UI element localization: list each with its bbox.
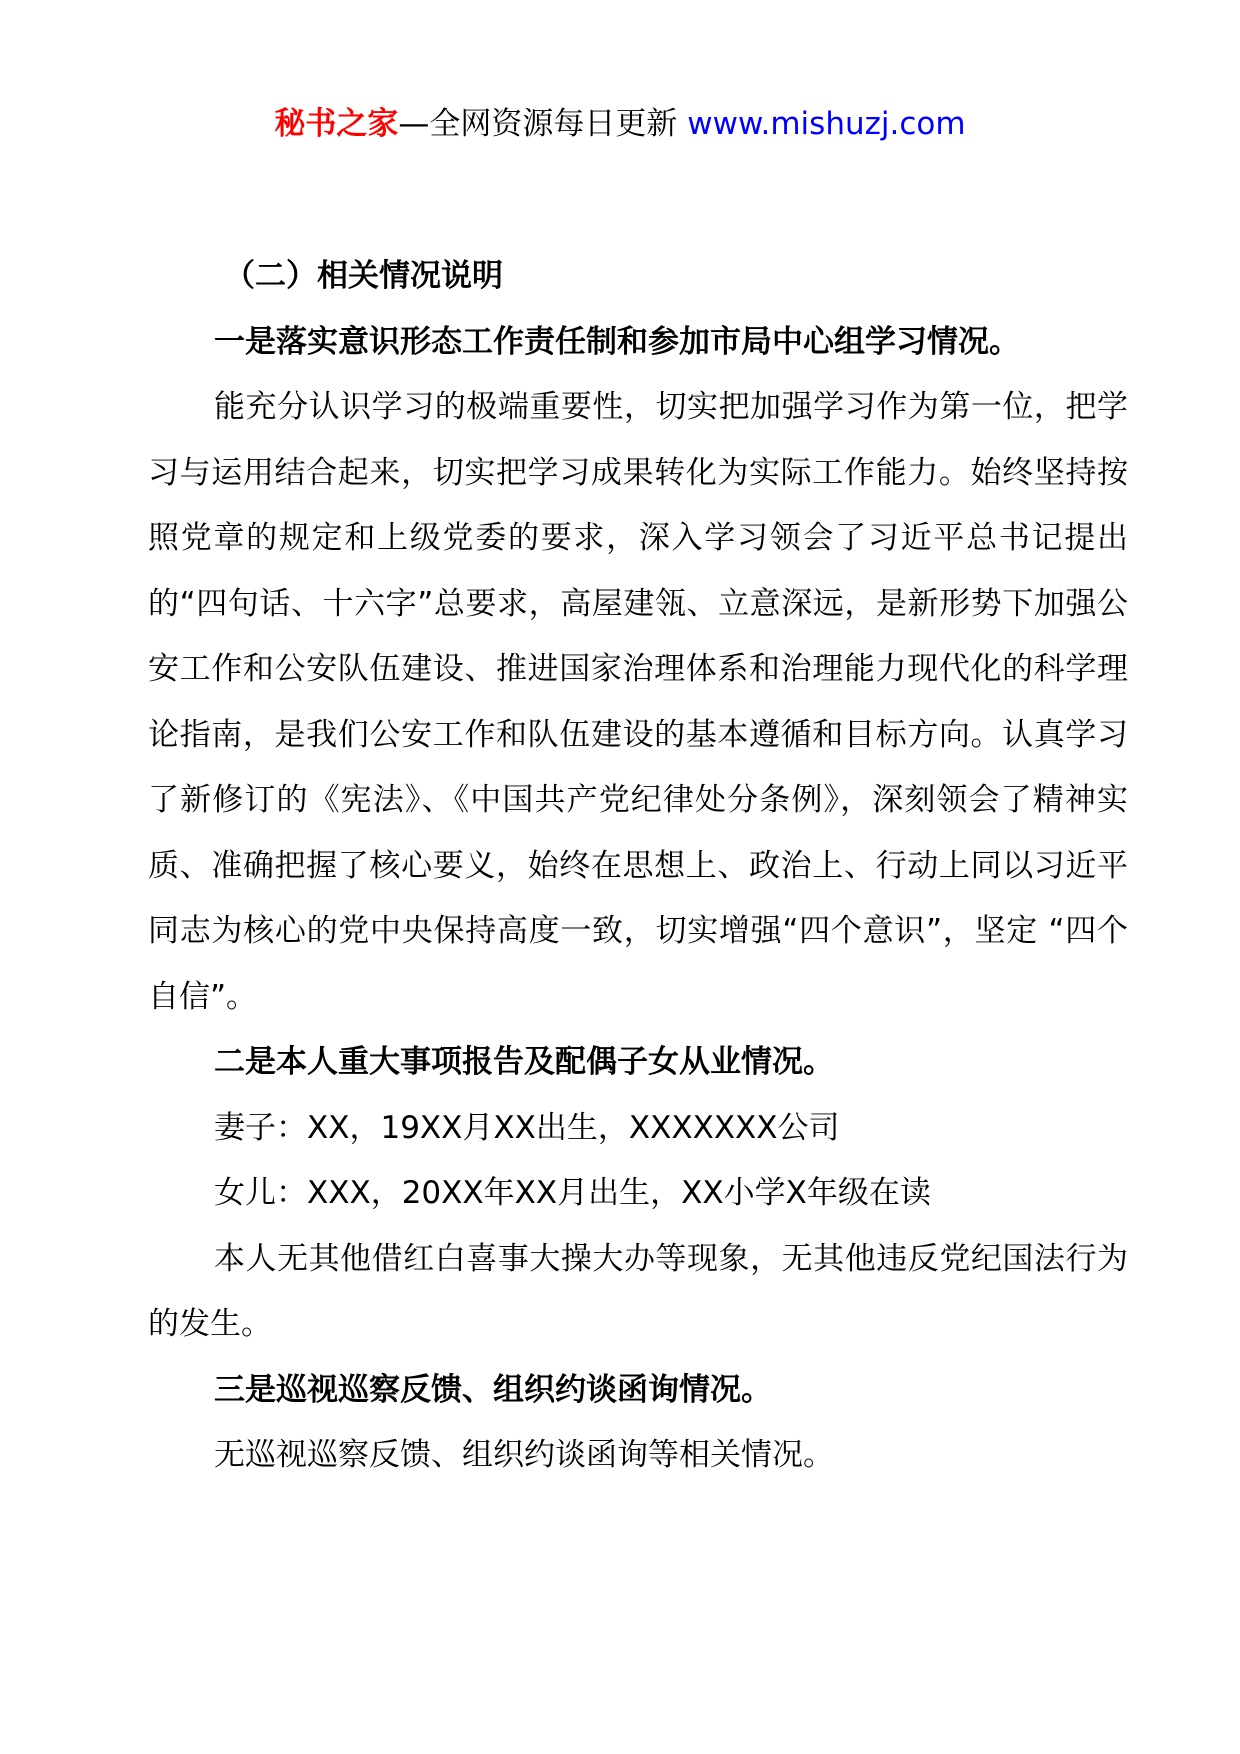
document-body — [148, 244, 1128, 1489]
part3-paragraph: 无巡视巡察反馈、组织约谈函询等相关情况。 — [214, 1437, 834, 1473]
part2-daughter-info: 女儿：XXX，20XX年XX月出生，XX小学X年级在读 — [214, 1175, 931, 1211]
page-header — [0, 100, 1240, 148]
part1-paragraph: 能充分认识学习的极端重要性，切实把加强学习作为第一位，把学习与运用结合起来，切实把学习成果转化为实际工作能力。始终坚持按照党章的规定和上级党委的要求，深入学习领会了习近平总书记提出的“四句话、十六字”总要求，高屋建瓴、立意深远，是新形势下加强公安工作和公安队伍建设、推进国家治理体系和治理能力现代化的科学理论指南，是我们公安工作和队伍建设的基本遵循和目标方向。认真学习了新修订的《宪法》、《中国共产党纪律处分条例》，深刻领会了精神实质、准确把握了核心要义，始终在思想上、政治上、行动上同以习近平同志为核心的党中央保持高度一致，切实增强“四个意识”，坚定 “四个自信”。 — [148, 389, 1128, 1015]
site-brand: 秘书之家 — [274, 106, 399, 142]
part2-paragraph: 本人无其他借红白喜事大操大办等现象，无其他违反党纪国法行为的发生。 — [148, 1240, 1128, 1342]
part3-heading: 三是巡视巡察反馈、组织约谈函询情况。 — [214, 1371, 772, 1408]
part1-heading: 一是落实意识形态工作责任制和参加市局中心组学习情况。 — [214, 323, 1020, 360]
part2-wife-info: 妻子：XX，19XX月XX出生，XXXXXXX公司 — [214, 1109, 840, 1146]
part2-heading: 二是本人重大事项报告及配偶子女从业情况。 — [214, 1044, 834, 1080]
section-title: （二）相关情况说明 — [224, 258, 503, 294]
site-url-link[interactable]: www.mishuzj.com — [687, 106, 966, 142]
site-tagline: —全网资源每日更新 — [398, 106, 688, 142]
